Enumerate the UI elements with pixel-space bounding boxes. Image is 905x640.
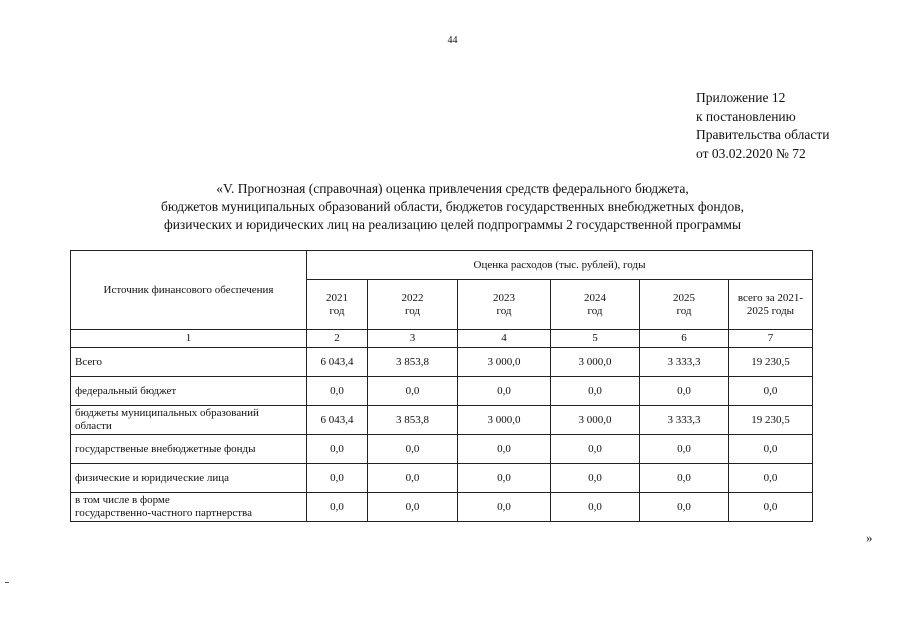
cell-value: 0,0 [640, 435, 729, 464]
cell-value: 3 000,0 [551, 348, 640, 377]
year-header: 2024 год [551, 280, 640, 330]
table-row [71, 406, 813, 435]
cell-value: 19 230,5 [729, 406, 813, 435]
row-label: физические и юридические лица [71, 464, 307, 493]
column-number: 3 [368, 330, 458, 348]
column-number: 5 [551, 330, 640, 348]
cell-value: 0,0 [458, 464, 551, 493]
cell-value: 0,0 [307, 377, 368, 406]
cell-value: 0,0 [729, 377, 813, 406]
closing-quote: » [866, 530, 873, 545]
cell-value: 0,0 [551, 493, 640, 522]
year-header: 2023 год [458, 280, 551, 330]
cell-value: 3 333,3 [640, 348, 729, 377]
row-label: государственые внебюджетные фонды [71, 435, 307, 464]
cell-value: 0,0 [368, 435, 458, 464]
section-title [0, 180, 905, 234]
table-row [71, 377, 813, 406]
cell-value: 3 000,0 [458, 348, 551, 377]
cell-value: 0,0 [551, 464, 640, 493]
source-header: Источник финансового обеспечения [71, 251, 307, 330]
cell-value: 0,0 [368, 377, 458, 406]
page-number: 44 [447, 35, 458, 46]
cell-value: 3 000,0 [458, 406, 551, 435]
column-number: 1 [71, 330, 307, 348]
column-number: 7 [729, 330, 813, 348]
table-row [71, 493, 813, 522]
cell-value: 0,0 [729, 435, 813, 464]
total-header: всего за 2021- 2025 годы [729, 280, 813, 330]
cell-value: 6 043,4 [307, 348, 368, 377]
cell-value: 6 043,4 [307, 406, 368, 435]
appendix-line: от 03.02.2020 № 72 [696, 145, 806, 161]
row-label: в том числе в форме государственно-частного партнерства [71, 493, 307, 522]
year-header: 2021 год [307, 280, 368, 330]
table-row [71, 464, 813, 493]
cell-value: 0,0 [307, 493, 368, 522]
cell-value: 0,0 [458, 435, 551, 464]
table-row [71, 348, 813, 377]
appendix-line: к постановлению [696, 108, 796, 124]
cell-value: 0,0 [640, 377, 729, 406]
row-label: федеральный бюджет [71, 377, 307, 406]
cell-value: 3 853,8 [368, 348, 458, 377]
cell-value: 0,0 [729, 493, 813, 522]
cell-value: 0,0 [368, 464, 458, 493]
margin-mark [5, 582, 9, 583]
column-number-row [71, 330, 813, 348]
cell-value: 0,0 [368, 493, 458, 522]
cell-value: 0,0 [307, 435, 368, 464]
cell-value: 0,0 [640, 464, 729, 493]
column-number: 2 [307, 330, 368, 348]
estimate-header: Оценка расходов (тыс. рублей), годы [307, 251, 813, 280]
cell-value: 3 333,3 [640, 406, 729, 435]
appendix-line: Приложение 12 [696, 90, 786, 105]
cell-value: 3 853,8 [368, 406, 458, 435]
cell-value: 0,0 [307, 464, 368, 493]
cell-value: 0,0 [458, 377, 551, 406]
cell-value: 19 230,5 [729, 348, 813, 377]
cell-value: 0,0 [640, 493, 729, 522]
table-row [71, 435, 813, 464]
title-line: «V. Прогнозная (справочная) оценка привлечения средств федерального бюджета, [216, 181, 689, 196]
title-line: бюджетов муниципальных образований области, бюджетов государственных внебюджетных фондов, [160, 199, 745, 214]
cell-value: 3 000,0 [551, 406, 640, 435]
cell-value: 0,0 [729, 464, 813, 493]
appendix-block [696, 89, 829, 163]
column-number: 4 [458, 330, 551, 348]
year-header: 2025 год [640, 280, 729, 330]
header-row-1 [71, 251, 813, 280]
title-line: физических и юридических лиц на реализацию целей подпрограммы 2 государственной программы [163, 217, 742, 232]
cell-value: 0,0 [551, 377, 640, 406]
row-label: Всего [71, 348, 307, 377]
year-header: 2022 год [368, 280, 458, 330]
row-label: бюджеты муниципальных образований области [71, 406, 307, 435]
cell-value: 0,0 [458, 493, 551, 522]
appendix-line: Правительства области [696, 127, 830, 142]
cell-value: 0,0 [551, 435, 640, 464]
financing-table [70, 250, 813, 522]
column-number: 6 [640, 330, 729, 348]
